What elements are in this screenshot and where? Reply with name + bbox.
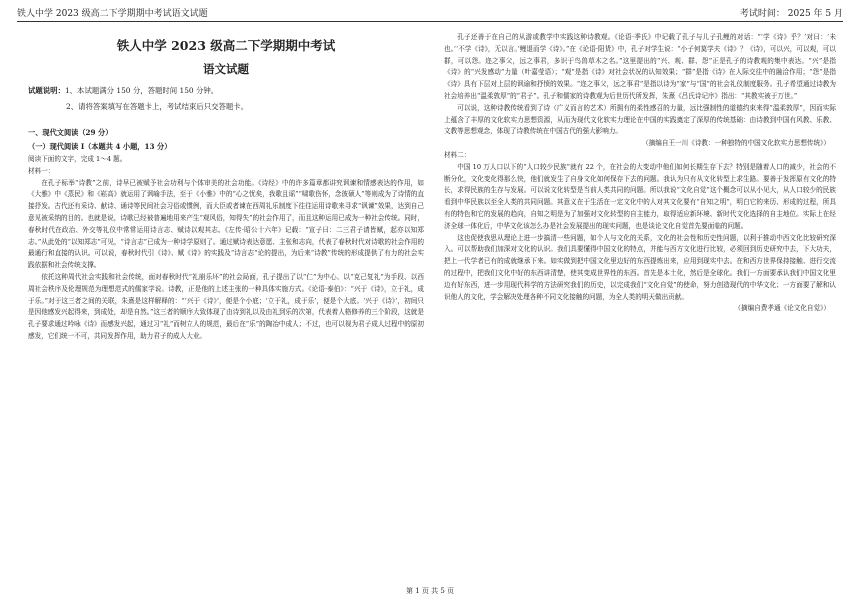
exam-title: 铁人中学 2023 级高二下学期期中考试 <box>116 38 336 53</box>
material-2-label: 材料二： <box>444 150 471 159</box>
reading-instruction: 阅读下面的文字，完成 1～4 题。 <box>28 155 127 163</box>
header-exam-date: 考试时间： 2025 年 5 月 <box>739 9 843 19</box>
subsection-title: （一）现代阅读 Ⅰ（本题共 4 小题，13 分） <box>28 142 172 151</box>
exam-instructions <box>28 83 424 115</box>
instructions-line-2: 2、请将答案填写在答题卡上，考试结束后只交答题卡。 <box>66 102 249 111</box>
page-header <box>17 6 843 20</box>
right-column <box>444 32 836 315</box>
page-number: 第 1 页 共 5 页 <box>405 587 455 595</box>
section-title: 一、现代文阅读（29 分） <box>28 128 113 137</box>
exam-subtitle: 语文试题 <box>203 62 249 76</box>
instructions-label: 试题说明： <box>28 86 65 95</box>
material-1-source: （摘编自王一川《诗教：一种独特的中国文化软实力思想传统》） <box>642 139 830 148</box>
header-exam-name: 铁人中学 2023 级高二下学期期中考试语文试题 <box>17 9 208 19</box>
passage-paragraph: 可以说，这种诗教传统看到了诗（广义而言的艺术）所拥有的柔性感召的力量，远比强制性的道德约束来得“温柔敦厚”，因而实际上蕴含了丰厚的文化软实力思想资源，从而为现代文化软实力理论在中国的实践奠定了深厚的传统基础：由诗教到中国有风教、乐教、文教等思想观念，体现了诗教传统在中国古代的强大影响力。 <box>444 103 836 136</box>
material-1-label: 材料一： <box>28 166 55 175</box>
passage-paragraph: 孔子还善于在自己的从游或教学中实践这种诗教观。《论语·季氏》中记载了孔子与儿子孔鲤的对话：“‘学《诗》乎？’对曰：‘未也。’‘不学《诗》，无以言。’鲤退而学《诗》。”在《论语·阳货》中，孔子对学生说：“小子何莫学夫《诗》？《诗》，可以兴，可以观，可以群，可以怨。迩之事父，远之事君，多识于鸟兽草木之名。”这里提出的“兴、观、群、怨”正是孔子的诗教观的集中表达。“兴”是指《诗》的“兴发感动”力量（叶嘉莹语）；“观”是指《诗》对社会状况的认知效果；“群”是指《诗》在人际交往中的融洽作用；“怨”是指《诗》具有下层对上层的讽谕和抒愤的效果。“迩之事父，远之事君”是指以诗为“家”与“国”的社会礼仪制度服务。孔子希望通过诗教为社会培养出“温柔敦厚”的“君子”。孔子和儒家的诗教观为后世历代所发挥，朱熹《吕氏诗记序》指出：“其教实被于万世。” <box>444 33 836 100</box>
passage-paragraph: 中国 10 万人口以下的“人口较少民族”就有 22 个，在社会的大变动中他们如何长期生存下去？特别是随着人口的减少，社会的不断分化，文化变化得那么快，他们就发生了自身文化如何保存下去的问题。我认为只有从文化转型上求生路。要善于发挥原有文化的特长，求得民族的生存与发展。可以说文化转型是当前人类共同的问题。所以我说“文化自觉”这个概念可以从小见大，从人口较少的民族看到中华民族以至全人类的共同问题。其意义在于生活在一定文化中的人对其文化要有“自知之明”，明白它的来历、形成的过程，所具有的特色和它的发展的趋向，自知之明是为了加强对文化转型的自主能力，取得适应新环境、新时代文化选择的自主地位。实际上在经济全球一体化后，中华文化该怎么办是社会发展提出的现实问题，也是谈论文化自觉首先要面临的问题。 <box>444 162 836 230</box>
passage-paragraph: 依托这种周代社会实践和社会传统，面对春秋时代“礼崩乐坏”的社会局面，孔子提出了以“仁”为中心、以“克己复礼”为手段、以西周社会秩序及伦理规范为理想范式的儒家学说。诗教，正是他的上述主张的一种具体实施方式。《论语·泰伯》：“兴于《诗》，立于礼，成于乐。”对于这三者之间的关联，朱熹是这样解释的：“‘兴于《诗》’，便是个小底；‘立于礼，成于乐’，便是个大底。‘兴于《诗》’，初间只是因他感发兴起得来，到成处，却是自然。”这三者的顺序大致体现了由诗到礼以及由礼到乐的次第，代表着人格修养的三个阶段，这就是孔子要求通过吟咏《诗》而感发兴起，通过习“礼”而树立人的规范，最后在“乐”的陶冶中成人；不过，也可以视为君子成人过程中的原初感发，它们统一不可，共同发挥作用，助力君子的成人大业。 <box>28 272 424 340</box>
instructions-line-1: 1、本试题满分 150 分，答题时间 150 分钟。 <box>64 86 219 95</box>
passage-paragraph: 这也促使我思从理论上进一步搞清一些问题，如个人与文化的关系，文化的社会性和历史性问题，以利于推动中西文化比较研究深入。可以帮助我们加深对文化的认识。我们具要懂得中国文化的特点，并能与西方文化进行比较，必须回到历史研究中去，下大功夫，把上一代学者已有的成就继承下来。如实做到把中国文化里边好的东西提炼出来，应用到现实中去。在和西方世界保持接触、进行交流的过程中，把我们文化中好的东西讲清楚，使其变成世界性的东西。首先是本土化，然后是全球化。我们一方面要承认我们中国文化里边有好东西，进一步用现代科学的方法研究我们的历史，以完成我们“文化自觉”的使命，努力创造现代的中华文化；一方面要了解和认识他人的文化，学会解决处理各种不同文化接触的问题，为全人类的明天做出贡献。 <box>444 233 836 301</box>
material-2-source: （摘编自费孝通《论文化自觉》） <box>734 304 830 313</box>
left-column <box>28 32 424 343</box>
passage-paragraph: 在孔子标举“诗教”之前，诗早已被赋予社会功利与个体审美的社会功能。《诗经》中的许多篇章都讲究讽谏和情感表达的作用，如《大雅》中《蒸民》和《崧高》就运用了讽喻手法，至于《小雅》中的“心之忧矣，我歌且谣”“啸歌伤怀，念彼硕人”等则成为了诗情的直接抒发。古代还有采诗、献诗、诵诗等民间社会习俗或惯例，而大臣或者谏在西周礼乐制度下往往运用诗歌来寻求“讽谏”效果，达到自己意见被采纳的目的。也就是说，诗歌已经被普遍地用来产生“观风俗，知得失”的社会作用了，而且这种运用已成为一种社会传统。同时，春秋时代在政治、外交等礼仪中常常运用诗言志、赋诗以观其志。《左传·昭公十六年》记载：“宣子曰：二三君子请皆赋，起亦以知郑志。”从此处的“以知郑志”可见，“诗言志”已成为一种诗学原则了。通过赋诗表达意愿、主张和志向，代表了春秋时代对诗歌的社会作用的最通行和直接的认识。可以说，春秋时代引《诗》、赋《诗》的实践及“诗言志”论的提出，为后来“诗教”传统的形成提供了有力的社会实践依据和社会传统支撑。 <box>28 178 424 270</box>
header-rule <box>17 21 843 22</box>
